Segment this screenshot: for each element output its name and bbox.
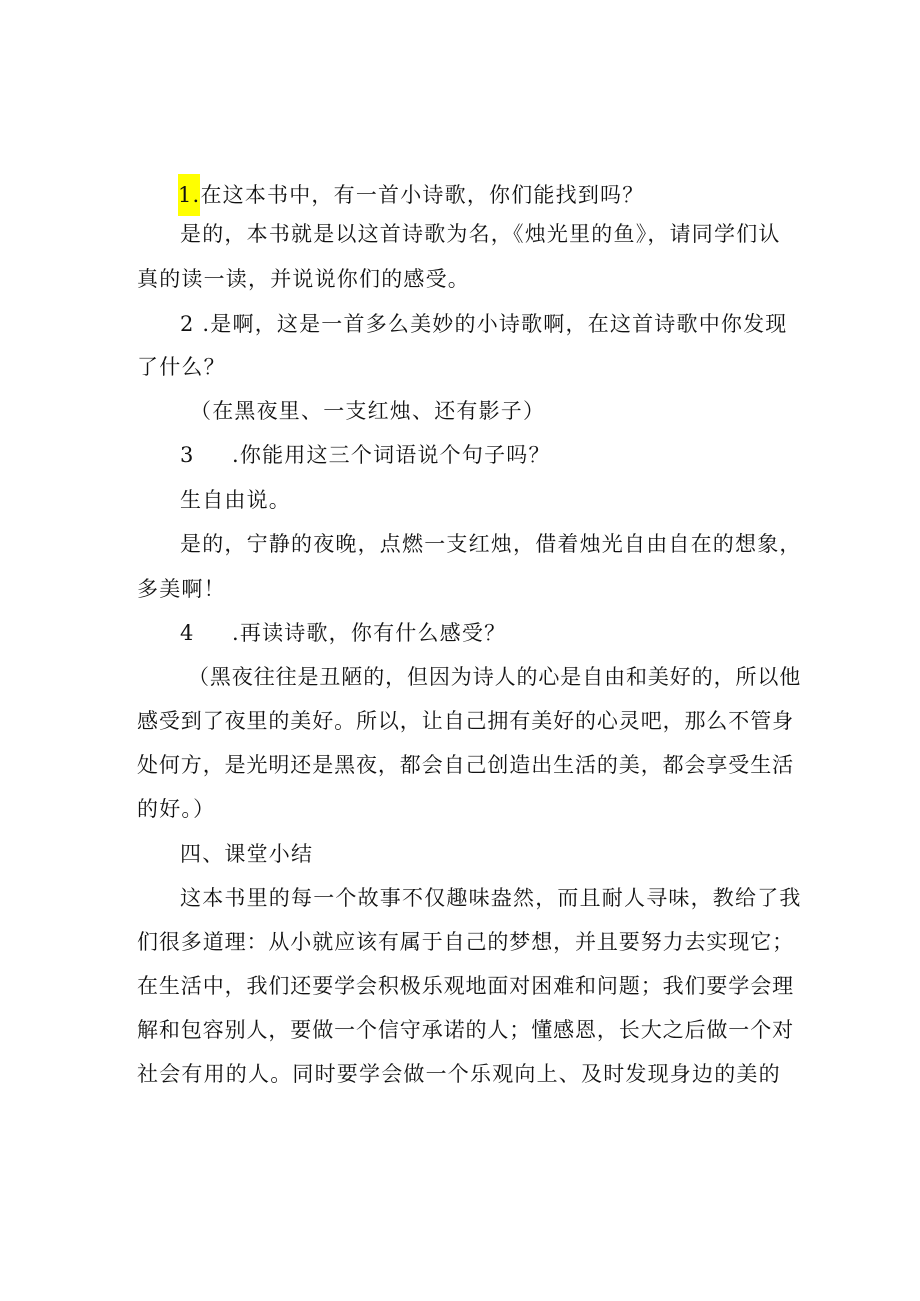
paragraph-7-line-1: 是的，宁静的夜晚，点燃一支红烛，借着烛光自由自在的想象， [180,532,802,556]
paragraph-9-line-2: 感受到了夜里的美好。所以，让自己拥有美好的心灵吧，那么不管身 [137,709,794,733]
paragraph-3-line-1: 2 .是啊，这是一首多么美妙的小诗歌啊，在这首诗歌中你发现 [180,312,788,336]
paragraph-9-line-3: 处何方，是光明还是黑夜，都会自己创造出生活的美，都会享受生活 [137,753,794,777]
item-number: 3 [180,443,195,467]
paragraph-7-line-2: 多美啊！ [137,577,226,601]
paragraph-text: .你能用这三个词语说个句子吗？ [232,443,551,467]
paragraph-9-line-1: （黑夜往往是丑陋的，但因为诗人的心是自由和美好的，所以他 [188,665,802,689]
paragraph-3-line-2: 了什么？ [137,355,226,379]
paragraph-11-line-5: 社会有用的人。同时要学会做一个乐观向上、及时发现身边的美的 [137,1062,781,1086]
paragraph-6: 生自由说。 [180,488,291,512]
paragraph-11-line-2: 们很多道理：从小就应该有属于自己的梦想，并且要努力去实现它； [137,930,794,954]
paragraph-1 [0,174,920,216]
paragraph-9-line-4: 的好。） [137,797,216,821]
paragraph-8 [0,618,920,648]
paragraph-11-line-3: 在生活中，我们还要学会积极乐观地面对困难和问题；我们要学会理 [137,974,794,998]
paragraph-4: （在黑夜里、一支红烛、还有影子） [190,399,546,423]
paragraph-11-line-1: 这本书里的每一个故事不仅趣味盎然，而且耐人寻味，教给了我 [180,886,802,910]
section-heading: 四、课堂小结 [180,842,314,866]
paragraph-text: .再读诗歌，你有什么感受？ [232,621,507,645]
paragraph-5 [0,440,920,470]
highlighted-number: 1. [178,174,200,216]
item-number: 4 [180,621,195,645]
paragraph-text: 在这本书中，有一首小诗歌，你们能找到吗？ [200,183,645,207]
paragraph-2-line-1: 是的，本书就是以这首诗歌为名，《烛光里的鱼》，请同学们认 [180,222,781,246]
paragraph-2-line-2: 真的读一读，并说说你们的感受。 [137,267,470,291]
paragraph-11-line-4: 解和包容别人，要做一个信守承诺的人；懂感恩，长大之后做一个对 [137,1018,794,1042]
